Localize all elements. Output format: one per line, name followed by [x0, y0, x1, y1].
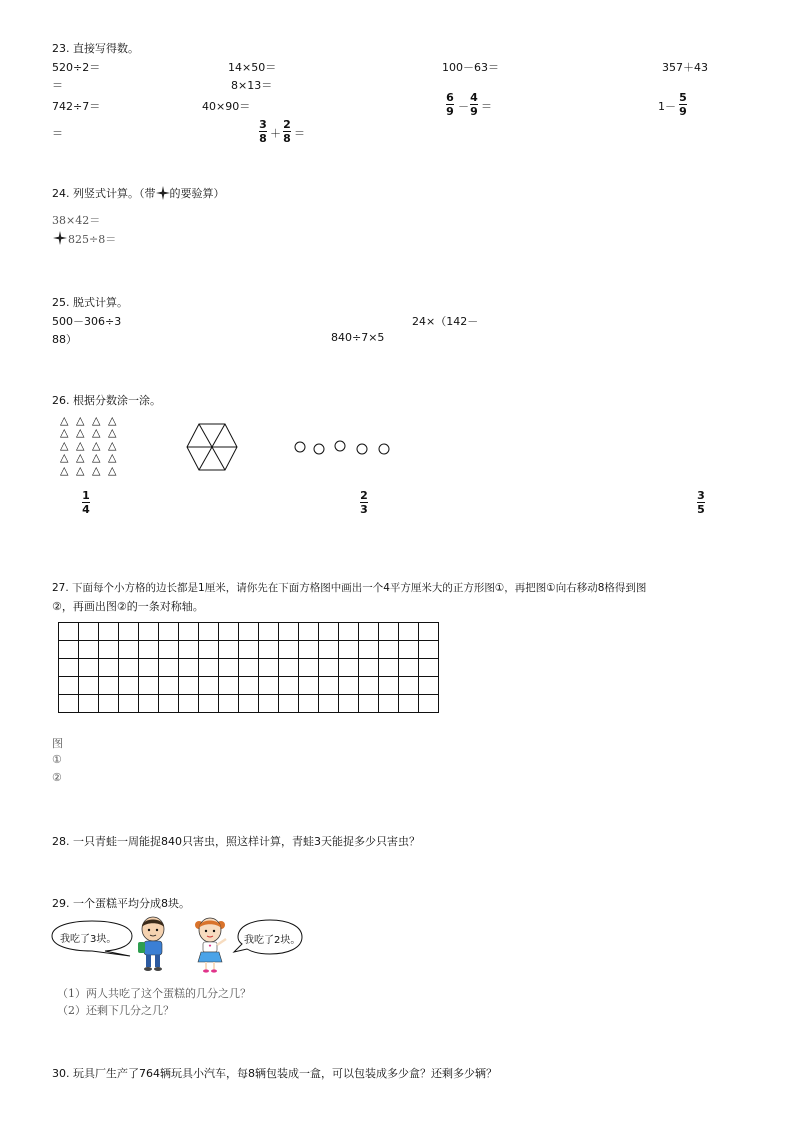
grid-cell[interactable]	[259, 659, 279, 677]
q24-title-prefix: 24. 列竖式计算。（带	[52, 187, 156, 200]
q27-line2: ②，再画出图②的一条对称轴。	[52, 600, 204, 613]
grid-cell[interactable]	[379, 623, 399, 641]
grid-cell[interactable]	[239, 641, 259, 659]
circle-shape	[314, 444, 324, 454]
triangle-shape: △	[92, 451, 101, 465]
grid-row	[59, 659, 439, 677]
grid-cell[interactable]	[359, 641, 379, 659]
q23-plus-sign: ＋	[270, 127, 281, 140]
grid-cell[interactable]	[319, 695, 339, 713]
q23-item-f: 8×13＝	[231, 79, 273, 92]
q26-title: 26. 根据分数涂一涂。	[52, 394, 161, 407]
frac-denominator: 9	[446, 105, 454, 118]
triangle-shape: △	[92, 414, 101, 427]
q23-item-b: 14×50＝	[228, 61, 277, 74]
grid-cell[interactable]	[419, 641, 439, 659]
q26-frac-1-4	[82, 489, 90, 516]
q25-expr-c: 88）	[52, 333, 77, 346]
grid-cell[interactable]	[99, 677, 119, 695]
triangle-shape: △	[108, 451, 117, 465]
grid-cell[interactable]	[319, 641, 339, 659]
q24-title-suffix: 的要验算）	[169, 187, 225, 200]
grid-cell[interactable]	[379, 659, 399, 677]
grid-cell[interactable]	[199, 695, 219, 713]
q23-frac-6-9	[446, 91, 454, 118]
grid-cell[interactable]	[339, 677, 359, 695]
grid-cell[interactable]	[419, 677, 439, 695]
q24-line2: 825÷8＝	[68, 233, 117, 246]
grid-cell[interactable]	[419, 695, 439, 713]
q23-item-e: ＝	[52, 79, 63, 92]
grid-cell[interactable]	[399, 677, 419, 695]
q23-item-g: 742÷7＝	[52, 100, 101, 113]
grid-cell[interactable]	[319, 623, 339, 641]
q24-title	[52, 185, 225, 201]
q23-minus-sign: －	[458, 100, 469, 113]
triangle-shape: △	[76, 426, 85, 440]
q23-item-j: 1－	[658, 100, 676, 113]
q29-sub1: （1）两人共吃了这个蛋糕的几分之几？	[57, 987, 251, 1000]
frac-denominator: 8	[283, 132, 291, 145]
q27-line1: 27. 下面每个小方格的边长都是1厘米，请你先在下面方格图中画出一个4平方厘米大的正方形图①，再把图①向右移动8格得到图	[52, 582, 647, 594]
grid-cell[interactable]	[99, 695, 119, 713]
circle-shape	[335, 441, 345, 451]
q28-title: 28. 一只青蛙一周能捉840只害虫，照这样计算，青蛙3天能捉多少只害虫？	[52, 835, 420, 848]
q23-item-d: 357＋43	[662, 61, 708, 74]
grid-cell[interactable]	[59, 695, 79, 713]
grid-cell[interactable]	[279, 641, 299, 659]
grid-cell[interactable]	[219, 695, 239, 713]
grid-cell[interactable]	[339, 695, 359, 713]
grid-cell[interactable]	[399, 695, 419, 713]
q23-frac-4-9	[470, 91, 478, 118]
triangle-shape: △	[92, 426, 101, 440]
grid-cell[interactable]	[139, 623, 159, 641]
q30-title: 30. 玩具厂生产了764辆玩具小汽车，每8辆包装成一盒，可以包装成多少盒？还剩多少辆？	[52, 1067, 497, 1080]
triangle-shape: △	[60, 426, 69, 440]
grid-cell[interactable]	[139, 659, 159, 677]
grid-cell[interactable]	[139, 677, 159, 695]
triangle-shape: △	[108, 463, 117, 477]
q25-expr-a: 500－306÷3	[52, 315, 122, 328]
grid-cell[interactable]	[199, 623, 219, 641]
triangle-shape: △	[76, 414, 85, 427]
triangle-shape: △	[60, 463, 69, 477]
girl-illustration	[190, 915, 230, 975]
frac-numerator: 6	[446, 91, 454, 104]
grid-cell[interactable]	[179, 659, 199, 677]
frac-numerator: 2	[360, 489, 368, 502]
grid-cell[interactable]	[179, 641, 199, 659]
grid-cell[interactable]	[359, 659, 379, 677]
circle-shape	[357, 444, 367, 454]
grid-cell[interactable]	[319, 677, 339, 695]
triangle-shape: △	[92, 463, 101, 477]
q24-line1: 38×42＝	[52, 214, 101, 227]
grid-cell[interactable]	[79, 641, 99, 659]
grid-cell[interactable]	[199, 641, 219, 659]
star-icon	[53, 231, 67, 245]
grid-cell[interactable]	[179, 677, 199, 695]
triangle-grid	[60, 415, 124, 477]
bubble-girl-text: 我吃了2块。	[244, 935, 301, 946]
grid-cell[interactable]	[279, 623, 299, 641]
grid-cell[interactable]	[259, 677, 279, 695]
triangle-shape: △	[76, 451, 85, 465]
grid-cell[interactable]	[119, 623, 139, 641]
grid-cell[interactable]	[239, 659, 259, 677]
boy-illustration	[135, 915, 171, 975]
grid-row	[59, 641, 439, 659]
grid-cell[interactable]	[339, 659, 359, 677]
grid-cell[interactable]	[139, 695, 159, 713]
grid-cell[interactable]	[59, 641, 79, 659]
grid-cell[interactable]	[199, 677, 219, 695]
q23-item-a: 520÷2＝	[52, 61, 101, 74]
triangle-shape: △	[60, 451, 69, 465]
q26-frac-3-5	[697, 489, 705, 516]
grid-cell[interactable]	[379, 677, 399, 695]
grid-cell[interactable]	[59, 677, 79, 695]
q29-title: 29. 一个蛋糕平均分成8块。	[52, 897, 190, 910]
grid-cell[interactable]	[419, 659, 439, 677]
grid-cell[interactable]	[59, 659, 79, 677]
frac-numerator: 3	[697, 489, 705, 502]
grid-cell[interactable]	[299, 677, 319, 695]
grid-cell[interactable]	[299, 659, 319, 677]
grid-cell[interactable]	[159, 677, 179, 695]
grid-row	[59, 677, 439, 695]
bubble-boy-text: 我吃了3块。	[60, 934, 117, 945]
grid-cell[interactable]	[319, 659, 339, 677]
grid-cell[interactable]	[259, 641, 279, 659]
grid-cell[interactable]	[379, 641, 399, 659]
circle-group	[294, 438, 394, 458]
frac-denominator: 9	[470, 105, 478, 118]
grid-cell[interactable]	[239, 695, 259, 713]
grid-cell[interactable]	[99, 659, 119, 677]
q23-item-k: ＝	[52, 127, 63, 140]
q23-item-c: 100－63＝	[442, 61, 499, 74]
q23-frac-2-8	[283, 118, 291, 145]
grid-cell[interactable]	[119, 641, 139, 659]
grid-cell[interactable]	[339, 641, 359, 659]
q23-item-h: 40×90＝	[202, 100, 251, 113]
grid-cell[interactable]	[99, 641, 119, 659]
q27-label-figure: 图	[52, 737, 63, 750]
q23-equals-sign-2: ＝	[294, 127, 305, 140]
frac-numerator: 4	[470, 91, 478, 104]
q25-expr-b: 24×（142－	[412, 315, 479, 328]
frac-denominator: 4	[82, 503, 90, 516]
hexagon-shape	[186, 423, 238, 471]
triangle-shape: △	[76, 438, 85, 452]
grid-cell[interactable]	[119, 677, 139, 695]
grid-cell[interactable]	[299, 641, 319, 659]
grid-cell[interactable]	[119, 659, 139, 677]
triangle-shape: △	[60, 438, 69, 452]
grid-cell[interactable]	[399, 641, 419, 659]
triangle-shape: △	[108, 426, 117, 440]
q23-title: 23. 直接写得数。	[52, 42, 139, 55]
grid-cell[interactable]	[259, 623, 279, 641]
frac-denominator: 5	[697, 503, 705, 516]
grid-cell[interactable]	[419, 623, 439, 641]
triangle-shape: △	[60, 414, 69, 427]
q26-frac-2-3	[360, 489, 368, 516]
grid-cell[interactable]	[199, 659, 219, 677]
grid-cell[interactable]	[399, 659, 419, 677]
circle-shape	[295, 442, 305, 452]
q23-equals-sign: ＝	[481, 100, 492, 113]
star-icon	[156, 186, 170, 200]
grid-cell[interactable]	[279, 677, 299, 695]
frac-numerator: 3	[259, 118, 267, 131]
q25-title: 25. 脱式计算。	[52, 296, 128, 309]
q23-frac-3-8	[259, 118, 267, 145]
grid-cell[interactable]	[359, 623, 379, 641]
grid-cell[interactable]	[299, 623, 319, 641]
grid-cell[interactable]	[239, 677, 259, 695]
grid-cell[interactable]	[159, 641, 179, 659]
grid-cell[interactable]	[159, 695, 179, 713]
grid-cell[interactable]	[299, 695, 319, 713]
grid-cell[interactable]	[159, 623, 179, 641]
q25-expr-d: 840÷7×5	[331, 331, 385, 344]
grid-cell[interactable]	[219, 659, 239, 677]
q27-label-2: ②	[52, 771, 62, 784]
grid-cell[interactable]	[219, 623, 239, 641]
grid-cell[interactable]	[399, 623, 419, 641]
triangle-shape: △	[76, 463, 85, 477]
grid-cell[interactable]	[159, 659, 179, 677]
grid-cell[interactable]	[379, 695, 399, 713]
grid-cell[interactable]	[79, 677, 99, 695]
grid-cell[interactable]	[119, 695, 139, 713]
grid-cell[interactable]	[179, 695, 199, 713]
frac-numerator: 1	[82, 489, 90, 502]
grid-cell[interactable]	[79, 695, 99, 713]
grid-cell[interactable]	[59, 623, 79, 641]
grid-cell[interactable]	[239, 623, 259, 641]
triangle-shape: △	[108, 414, 117, 427]
frac-denominator: 8	[259, 132, 267, 145]
grid-cell[interactable]	[179, 623, 199, 641]
frac-numerator: 2	[283, 118, 291, 131]
grid-row	[59, 695, 439, 713]
grid-cell[interactable]	[339, 623, 359, 641]
triangle-shape: △	[92, 438, 101, 452]
frac-numerator: 5	[679, 91, 687, 104]
grid-cell[interactable]	[79, 659, 99, 677]
grid-cell[interactable]	[219, 677, 239, 695]
grid-cell[interactable]	[99, 623, 119, 641]
triangle-shape: △	[108, 438, 117, 452]
grid-cell[interactable]	[359, 695, 379, 713]
grid-cell[interactable]	[79, 623, 99, 641]
grid-cell[interactable]	[139, 641, 159, 659]
frac-denominator: 3	[360, 503, 368, 516]
grid-cell[interactable]	[279, 659, 299, 677]
grid-cell[interactable]	[359, 677, 379, 695]
q29-sub2: （2）还剩下几分之几？	[57, 1004, 174, 1017]
frac-denominator: 9	[679, 105, 687, 118]
q27-label-1: ①	[52, 753, 62, 766]
circle-shape	[379, 444, 389, 454]
grid-cell[interactable]	[259, 695, 279, 713]
grid-cell[interactable]	[219, 641, 239, 659]
square-grid[interactable]	[58, 622, 439, 713]
grid-cell[interactable]	[279, 695, 299, 713]
grid-row	[59, 623, 439, 641]
q23-frac-5-9	[679, 91, 687, 118]
